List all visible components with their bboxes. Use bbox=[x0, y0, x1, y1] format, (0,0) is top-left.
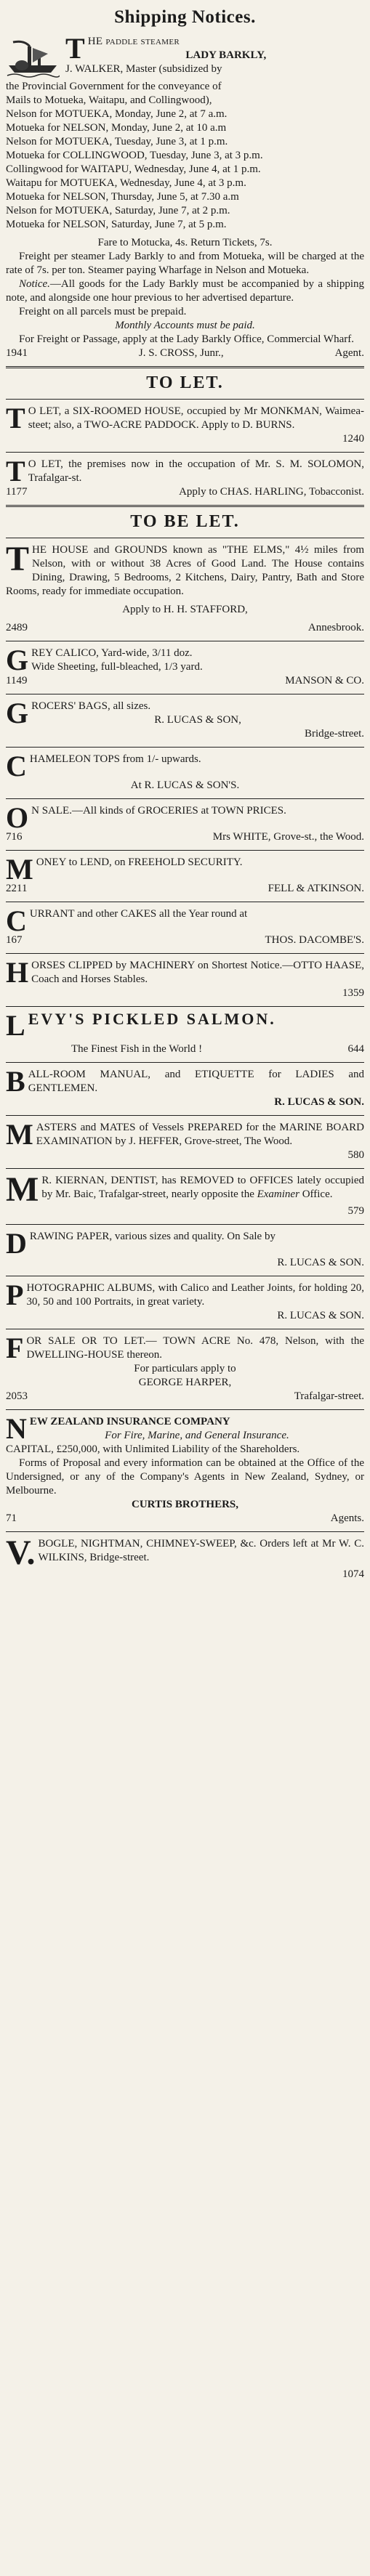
ad-currant-cakes bbox=[6, 904, 364, 947]
ad-title: EW ZEALAND INSURANCE COMPANY bbox=[29, 1416, 230, 1427]
divider bbox=[6, 953, 364, 954]
ad-text: ALL-ROOM MANUAL, and ETIQUETTE for LADIES and GENTLEMEN. bbox=[28, 1069, 364, 1094]
ad-contact: Mrs WHITE, Grove-st., the Wood. bbox=[212, 831, 364, 843]
ad-number: 1941 bbox=[6, 347, 28, 359]
ad-masters-mates bbox=[6, 1118, 364, 1162]
ad-text: ORSES CLIPPED by MACHINERY on Shortest Notice.—OTTO HAASE, Coach and Horses Stables. bbox=[31, 960, 364, 985]
notice-label: Notice. bbox=[19, 278, 50, 290]
ad-chameleon-tops bbox=[6, 750, 364, 793]
ad-text: The Finest Fish in the World ! bbox=[71, 1043, 203, 1055]
sailing-schedule bbox=[6, 108, 364, 232]
schedule-row: Motueka for NELSON, Saturday, June 7, at 5 p.m. bbox=[6, 219, 227, 230]
newspaper-column bbox=[6, 3, 364, 1581]
prepaid-line: Freight on all parcels must be prepaid. bbox=[19, 306, 187, 317]
ad-title: EVY'S PICKLED SALMON. bbox=[28, 1010, 276, 1028]
divider bbox=[6, 747, 364, 748]
dropcap-letter: G bbox=[6, 697, 29, 729]
ad-number: 2489 bbox=[6, 622, 28, 633]
ad-text-italic: Examiner bbox=[257, 1188, 299, 1200]
divider bbox=[6, 1531, 364, 1532]
ad-firm: MANSON & CO. bbox=[285, 675, 364, 686]
ad-footer bbox=[6, 485, 364, 499]
schedule-row: Motueka for NELSON, Thursday, June 5, at 7.30 a.m bbox=[6, 191, 239, 203]
dropcap-letter: G bbox=[6, 644, 29, 676]
ad-number: 1359 bbox=[342, 987, 364, 999]
apply-line: For Freight or Passage, apply at the Lady Barkly Office, Commercial Wharf. bbox=[19, 333, 354, 345]
schedule-row: Nelson for MOTUEKA, Tuesday, June 3, at 1 p.m. bbox=[6, 136, 228, 147]
dropcap-letter: O bbox=[6, 801, 29, 834]
schedule-row: Motueka for COLLINGWOOD, Tuesday, June 3, at 3 p.m. bbox=[6, 150, 263, 161]
ad-firm: R. LUCAS & SON. bbox=[277, 1310, 364, 1321]
divider bbox=[6, 798, 364, 799]
ad-number: 716 bbox=[6, 831, 23, 843]
ad-firm: R. LUCAS & SON. bbox=[274, 1096, 364, 1108]
ad-text: URRANT and other CAKES all the Year round at bbox=[29, 908, 248, 920]
ad-number: 2053 bbox=[6, 1390, 28, 1402]
dropcap-letter: M bbox=[6, 853, 33, 886]
ad-grey-calico bbox=[6, 644, 364, 688]
dropcap-letter: F bbox=[6, 1332, 24, 1364]
ad-apply: Apply to H. H. STAFFORD, bbox=[122, 604, 248, 615]
ad-number: 1149 bbox=[6, 675, 28, 686]
ad-text: HOTOGRAPHIC ALBUMS, with Calico and Leather Joints, for holding 20, 30, 50 and 100 Portraits, in great variety. bbox=[26, 1282, 364, 1308]
ad-footer bbox=[6, 621, 364, 635]
dropcap-letter: V. bbox=[6, 1534, 36, 1572]
ad-text-end: Office. bbox=[299, 1188, 333, 1200]
ad-number: 1240 bbox=[342, 433, 364, 445]
ad-house-paddock bbox=[6, 402, 364, 446]
schedule-row: Waitapu for MOTUEKA, Wednesday, June 4, at 3 p.m. bbox=[6, 177, 246, 189]
divider bbox=[6, 452, 364, 453]
ad-street: Bridge-street. bbox=[304, 728, 364, 740]
ad-nz-insurance bbox=[6, 1412, 364, 1526]
divider bbox=[6, 1224, 364, 1225]
agent-name: J. S. CROSS, Junr., bbox=[138, 347, 224, 359]
ad-premises bbox=[6, 455, 364, 499]
ad-name: GEORGE HARPER, bbox=[138, 1377, 232, 1388]
divider bbox=[6, 1006, 364, 1007]
divider bbox=[6, 399, 364, 400]
ad-groceries-sale bbox=[6, 801, 364, 844]
ad-grocers-bags bbox=[6, 697, 364, 741]
ad-text: RAWING PAPER, various sizes and quality. On Sale by bbox=[29, 1231, 276, 1242]
dropcap-letter: N bbox=[6, 1412, 27, 1445]
ad-text: R. KIERNAN, DENTIST, has REMOVED to OFFICES lately occupied by Mr. Baic, Trafalgar-street, nearly opposite the bbox=[41, 1175, 364, 1200]
dropcap-letter: T bbox=[6, 455, 25, 487]
ad-text: N SALE.—All kinds of GROCERIES at TOWN PRICES. bbox=[31, 805, 286, 817]
ad-firm: CURTIS BROTHERS, bbox=[131, 1499, 238, 1510]
steamer-master: J. WALKER, Master (subsidized by bbox=[65, 63, 222, 75]
section-masthead: Shipping Notices. bbox=[114, 7, 256, 27]
ad-firm: R. LUCAS & SON, bbox=[154, 714, 241, 726]
divider bbox=[6, 850, 364, 851]
ad-footer bbox=[6, 933, 364, 947]
agent-role: Agent. bbox=[334, 347, 364, 359]
ad-town-acre bbox=[6, 1334, 364, 1404]
ad-number: 580 bbox=[347, 1149, 364, 1161]
ad-money-lend bbox=[6, 853, 364, 896]
ad-photo-albums bbox=[6, 1281, 364, 1323]
ad-text: OR SALE OR TO LET.— TOWN ACRE No. 478, Nelson, with the DWELLING-HOUSE thereon. bbox=[26, 1335, 364, 1361]
ad-street: Trafalgar-street. bbox=[294, 1390, 364, 1402]
ad-footer bbox=[6, 674, 364, 688]
ad-bogle-sweep bbox=[6, 1534, 364, 1581]
steamer-subsidy: the Provincial Government for the conveyance of bbox=[6, 81, 222, 92]
ad-lady-barkly bbox=[6, 32, 364, 360]
ad-text: BOGLE, NIGHTMAN, CHIMNEY-SWEEP, &c. Orders left at Mr W. C. WILKINS, Bridge-street. bbox=[38, 1538, 364, 1563]
ad-footer bbox=[6, 830, 364, 844]
ad-dentist bbox=[6, 1170, 364, 1218]
signature-row bbox=[6, 347, 364, 360]
ad-place: Annesbrook. bbox=[307, 622, 364, 633]
ad-horses-clipped bbox=[6, 956, 364, 1000]
ad-capital: CAPITAL, £250,000, with Unlimited Liability of the Shareholders. bbox=[6, 1443, 300, 1455]
ad-levys-salmon bbox=[6, 1009, 364, 1056]
schedule-row: Nelson for MOTUEKA, Monday, June 2, at 7 a.m. bbox=[6, 108, 228, 120]
steamer-intro: HE paddle steamer bbox=[87, 36, 180, 47]
dropcap-letter: T bbox=[6, 402, 25, 434]
steamer-ship-icon bbox=[6, 36, 60, 78]
notice-text: —All goods for the Lady Barkly must be accompanied by a shipping note, and alongside one hour previous to her advertised departure. bbox=[6, 278, 364, 304]
dropcap-letter: M bbox=[6, 1170, 39, 1209]
divider bbox=[6, 1062, 364, 1063]
to-be-let-heading: TO BE LET. bbox=[130, 512, 240, 531]
schedule-row: Motueka for NELSON, Monday, June 2, at 10 a.m bbox=[6, 122, 227, 134]
divider bbox=[6, 366, 364, 368]
ad-text: ONEY to LEND, on FREEHOLD SECURITY. bbox=[36, 856, 243, 868]
divider bbox=[6, 1115, 364, 1116]
ad-ballroom-manual bbox=[6, 1065, 364, 1109]
ad-number: 167 bbox=[6, 934, 23, 946]
ad-footer bbox=[6, 882, 364, 896]
divider bbox=[6, 1168, 364, 1169]
ad-text: O LET, a SIX-ROOMED HOUSE, occupied by Mr MONKMAN, Waimea-steet; also, a TWO-ACRE PADDOCK. Apply to D. BURNS. bbox=[28, 405, 364, 431]
dropcap-letter: D bbox=[6, 1227, 27, 1260]
ad-contact: Apply to CHAS. HARLING, Tobacconist. bbox=[179, 486, 364, 498]
ad-text: HE HOUSE and GROUNDS known as "THE ELMS," 4½ miles from Nelson, with or without 38 Acres of Good Land. The House contains Dining, Drawing, 5 Bedrooms, 2 Kitchens, Dairy, Pantry, Bath and Store Rooms, ready for immediate occupation. bbox=[6, 544, 364, 597]
dropcap-letter: L bbox=[6, 1009, 25, 1042]
ad-firm: R. LUCAS & SON. bbox=[277, 1257, 364, 1268]
ad-drawing-paper bbox=[6, 1227, 364, 1270]
dropcap-letter: C bbox=[6, 750, 27, 782]
ad-apply: For particulars apply to bbox=[134, 1363, 236, 1374]
ad-text: REY CALICO, Yard-wide, 3/11 doz. bbox=[31, 647, 193, 659]
schedule-row: Nelson for MOTUEKA, Saturday, June 7, at 2 p.m. bbox=[6, 205, 230, 216]
ad-number: 579 bbox=[347, 1205, 364, 1217]
fares-line: Fare to Motucka, 4s. Return Tickets, 7s. bbox=[97, 237, 273, 248]
to-let-heading: TO LET. bbox=[146, 373, 224, 392]
steamer-mails: Mails to Motueka, Waitapu, and Collingwood), bbox=[6, 94, 212, 106]
dropcap-letter: T bbox=[65, 32, 85, 65]
ad-footer bbox=[6, 1042, 364, 1056]
ad-firm: At R. LUCAS & SON'S. bbox=[130, 779, 240, 791]
dropcap-letter: H bbox=[6, 956, 29, 989]
dropcap-letter: M bbox=[6, 1118, 33, 1151]
ad-text: Forms of Proposal and every information can be obtained at the Office of the Undersigned, or any of the Company's Agents in New Zealand, Sydney, or Melbourne. bbox=[6, 1457, 364, 1496]
ad-text-2: Wide Sheeting, full-bleached, 1/3 yard. bbox=[31, 661, 203, 673]
ad-text: ROCERS' BAGS, all sizes. bbox=[31, 700, 151, 712]
divider bbox=[6, 505, 364, 507]
freight-rates: Freight per steamer Lady Barkly to and from Motueka, will be charged at the rate of 7s. per ton. Steamer paying Wharfage in Nelson and Motueka. bbox=[6, 251, 364, 276]
schedule-row: Collingwood for WAITAPU, Wednesday, June 4, at 1 p.m. bbox=[6, 163, 261, 175]
ad-footer bbox=[6, 1390, 364, 1404]
ad-the-elms bbox=[6, 540, 364, 635]
ad-footer bbox=[6, 1512, 364, 1526]
ad-firm: THOS. DACOMBE'S. bbox=[265, 934, 364, 946]
ad-firm: FELL & ATKINSON. bbox=[268, 883, 364, 894]
ad-number: 644 bbox=[347, 1043, 364, 1055]
dropcap-letter: C bbox=[6, 904, 27, 937]
divider bbox=[6, 1409, 364, 1410]
monthly-accounts: Monthly Accounts must be paid. bbox=[115, 320, 255, 331]
dropcap-letter: P bbox=[6, 1279, 24, 1311]
steamer-name: LADY BARKLY, bbox=[185, 49, 267, 61]
dropcap-letter: B bbox=[6, 1065, 25, 1098]
ad-number: 2211 bbox=[6, 883, 28, 894]
ad-number: 1074 bbox=[342, 1568, 364, 1580]
ad-text: ASTERS and MATES of Vessels PREPARED for the MARINE BOARD EXAMINATION by J. HEFFER, Grove-street, The Wood. bbox=[36, 1122, 364, 1147]
ad-number: 71 bbox=[6, 1512, 17, 1524]
ad-subtitle: For Fire, Marine, and General Insurance. bbox=[105, 1430, 289, 1441]
ad-number: 1177 bbox=[6, 486, 28, 498]
dropcap-letter: T bbox=[6, 540, 30, 578]
ad-role: Agents. bbox=[330, 1512, 364, 1524]
ad-text: HAMELEON TOPS from 1/- upwards. bbox=[29, 753, 201, 765]
ad-text: O LET, the premises now in the occupation of Mr. S. M. SOLOMON, Trafalgar-st. bbox=[28, 458, 364, 484]
